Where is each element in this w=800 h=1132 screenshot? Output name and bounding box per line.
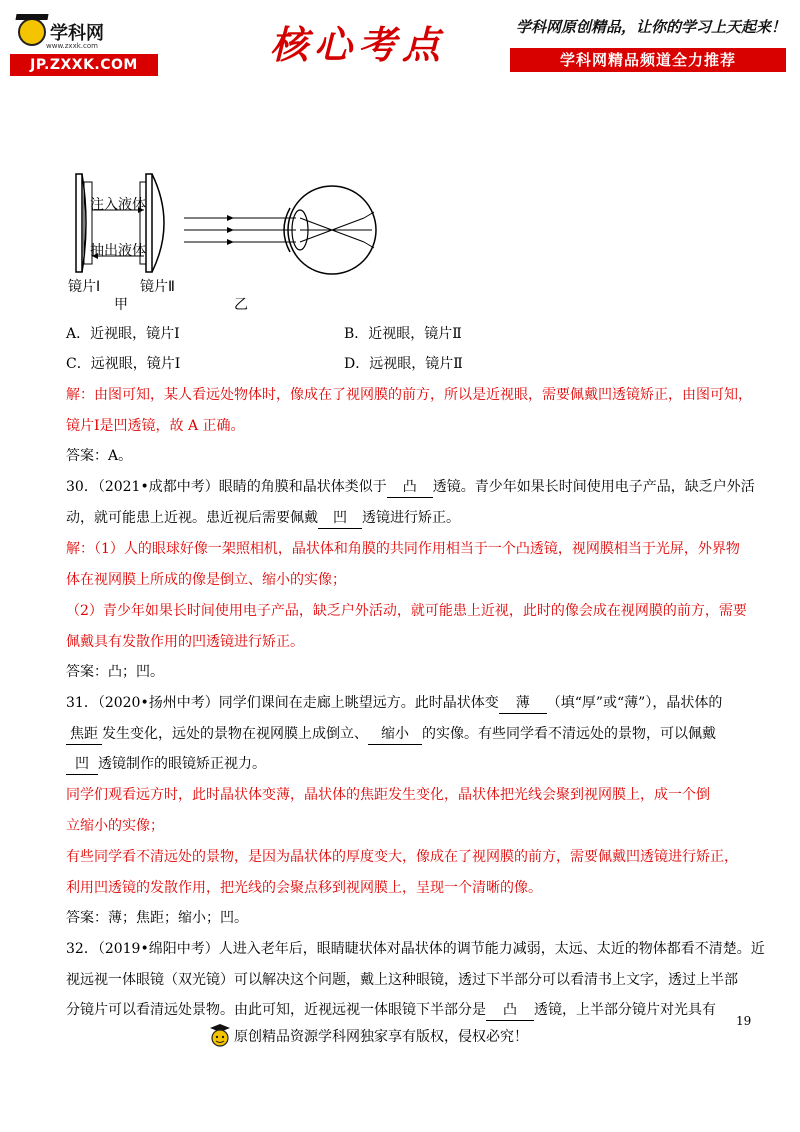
q30-solution-line4: 佩戴具有发散作用的凹透镜进行矫正。 [66,634,304,650]
footer-note-text: 原创精品资源学科网独家享有版权，侵权必究！ [234,1029,528,1045]
page-number: 19 [736,1014,752,1028]
eye-lens-diagram [64,168,484,318]
q32-text: 分镜片可以看清远处景物。由此可知，近视远视一体眼镜下半部分是 [66,1002,486,1018]
lens2-label: 镜片Ⅱ [140,279,175,295]
q31-blank1: 薄 [499,693,547,714]
figure-yi-label: 乙 [234,297,248,313]
logo-bar: JP.ZXXK.COM [10,54,158,76]
q29-solution-line2: 镜片Ⅰ是凹透镜，故 A 正确。 [66,418,245,434]
q31-solution-line3: 有些同学看不清远处的景物，是因为晶状体的厚度变大，像成在了视网膜的前方，需要佩戴凹透镜进行矫正， [66,849,738,865]
q31-solution-line1: 同学们观看远方时，此时晶状体变薄，晶状体的焦距发生变化，晶状体把光线会聚到视网膜上，成一个倒 [66,787,710,803]
option-c: C．远视眼，镜片Ⅰ [66,356,181,372]
logo-text: 学科网 [50,23,104,44]
q30-solution-line1: 解：（1）人的眼球好像一架照相机，晶状体和角膜的共同作用相当于一个凸透镜，视网膜相当于光屏，外界物 [66,541,740,557]
figure-jia-label: 甲 [114,297,128,313]
header-slogan: 学科网原创精品，让你的学习上天起来！ [515,18,786,36]
q30-text: 透镜进行矫正。 [362,510,460,526]
channel-banner: 学科网精品频道全力推荐 [510,48,786,72]
logo-url: www.zxxk.com [46,42,98,50]
option-b: B．近视眼，镜片Ⅱ [344,326,462,342]
q31-line1 [66,693,722,714]
q31-blank3: 缩小 [368,724,422,745]
footer-copyright [208,1022,528,1050]
q29-answer: 答案：A。 [66,448,133,464]
page-title: 核心考点 [270,22,447,67]
q30-line2 [66,508,460,529]
lens1-label: 镜片Ⅰ [68,279,101,295]
q31-text: 透镜制作的眼镜矫正视力。 [98,756,266,772]
q30-line1 [66,477,755,498]
q31-line2 [66,724,716,745]
q31-solution-line2: 立缩小的实像； [66,818,164,834]
option-d: D．远视眼，镜片Ⅱ [344,356,463,372]
inject-label: 注入液体 [90,197,146,213]
q32-text: 透镜，上半部分镜片对光具有 [534,1002,716,1018]
q32-blank1: 凸 [486,1000,534,1021]
option-a: A．近视眼，镜片Ⅰ [66,326,180,342]
q32-line1: 32．（2019•绵阳中考）人进入老年后，眼睛睫状体对晶状体的调节能力减弱，太远、太近的物体都看不清楚。近 [66,941,765,957]
q31-text: 的实像。有些同学看不清远处的景物，可以佩戴 [422,726,716,742]
q31-blank2: 焦距 [66,724,102,745]
q30-solution-line3: （2）青少年如果长时间使用电子产品，缺乏户外活动，就可能患上近视，此时的像会成在视网膜的前方，需要 [66,603,747,619]
q32-line2: 视远视一体眼镜（双光镜）可以解决这个问题，戴上这种眼镜，透过下半部分可以看清书上文字，透过上半部 [66,972,738,988]
q31-text: 31．（2020•扬州中考）同学们课间在走廊上眺望远方。此时晶状体变 [66,695,499,711]
q31-text: 发生变化，远处的景物在视网膜上成倒立、 [102,726,368,742]
mascot-icon [208,1022,232,1050]
q32-line3 [66,1000,716,1021]
q31-answer: 答案：薄；焦距；缩小；凹。 [66,910,248,926]
q30-text: 动，就可能患上近视。患近视后需要佩戴 [66,510,318,526]
q31-solution-line4: 利用凹透镜的发散作用，把光线的会聚点移到视网膜上，呈现一个清晰的像。 [66,880,542,896]
q30-solution-line2: 体在视网膜上所成的像是倒立、缩小的实像； [66,572,346,588]
site-logo [10,14,160,74]
q30-text: 透镜。青少年如果长时间使用电子产品，缺乏户外活 [432,479,755,495]
q30-blank1: 凸 [387,477,433,498]
mascot-icon [18,18,46,46]
extract-label: 抽出液体 [90,243,146,259]
q31-blank4: 凹 [66,754,98,775]
q30-answer: 答案：凸；凹。 [66,664,164,680]
q30-text: 30．（2021•成都中考）眼睛的角膜和晶状体类似于 [66,479,387,495]
q31-line3 [66,754,266,775]
q31-text: （填“厚”或“薄”），晶状体的 [546,695,723,711]
q29-solution-line1: 解：由图可知，某人看远处物体时，像成在了视网膜的前方，所以是近视眼，需要佩戴凹透镜矫正，由图可知， [66,387,752,403]
q30-blank2: 凹 [318,508,362,529]
